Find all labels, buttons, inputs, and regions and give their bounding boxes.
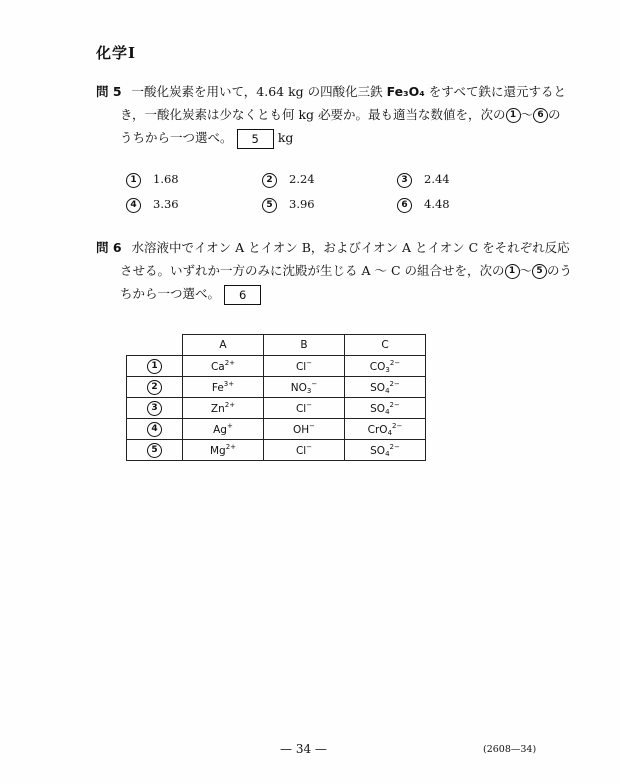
q5-text-line2a: き，一酸化炭素は少なくとも何 kg 必要か。最も適当な数値を，次の [120, 107, 506, 122]
option-6[interactable] [397, 197, 450, 213]
ion-a-cell: $Fe^{3+}$ [183, 377, 264, 398]
q5-text-line1b: をすべて鉄に還元すると [424, 84, 566, 99]
option-value: 3.96 [289, 197, 315, 211]
ion-a-cell: $Ca^{2+}$ [183, 356, 264, 377]
option-number: 4 [126, 198, 141, 213]
option-value: 3.36 [153, 197, 179, 211]
range-end-marker: 5 [532, 264, 547, 279]
choice-number: 4 [147, 422, 162, 437]
row-number [127, 419, 183, 440]
row-number [127, 440, 183, 461]
option-1[interactable] [126, 172, 179, 188]
option-2[interactable] [262, 172, 315, 188]
range-start-marker: 1 [505, 264, 520, 279]
ion-a-cell: $Mg^{2+}$ [183, 440, 264, 461]
ion-b-cell: OH− [264, 419, 345, 440]
answer-box-6[interactable]: 6 [224, 285, 261, 305]
option-number: 6 [397, 198, 412, 213]
table-corner [127, 335, 183, 356]
choice-number: 5 [147, 443, 162, 458]
q5-formula: Fe₃O₄ [386, 84, 425, 99]
question-5-label: 問 5 [96, 84, 122, 99]
ion-b-cell: Cl− [264, 356, 345, 377]
table-row[interactable] [127, 377, 426, 398]
ion-b-cell: Cl− [264, 398, 345, 419]
ion-c-cell: CrO$_4^{2-}$ [345, 419, 426, 440]
range-end-marker: 6 [533, 108, 548, 123]
row-number [127, 398, 183, 419]
document-code: (2608—34) [483, 744, 537, 755]
ion-table [126, 334, 426, 461]
option-value: 2.24 [289, 172, 315, 186]
question-6 [96, 236, 573, 305]
table-row[interactable] [127, 398, 426, 419]
option-number: 2 [262, 173, 277, 188]
q6-text-line2b: のう [547, 263, 573, 278]
q6-text-line1: 水溶液中でイオン A とイオン B，およびイオン A とイオン C をそれぞれ反応 [131, 240, 570, 255]
q5-text-line3: うちから一つ選べ。 [120, 130, 233, 145]
option-5[interactable] [262, 197, 315, 213]
column-header-b: B [264, 335, 345, 356]
section-heading: 化学Ⅰ [96, 44, 137, 62]
ion-c-cell: $SO_4^{2-}$ [345, 377, 426, 398]
ion-c-cell: $SO_4^{2-}$ [345, 398, 426, 419]
column-header-c: C [345, 335, 426, 356]
option-value: 1.68 [153, 172, 179, 186]
option-number: 1 [126, 173, 141, 188]
answer-box-5[interactable]: 5 [237, 129, 274, 149]
range-separator: 〜 [519, 263, 533, 278]
column-header-a: A [183, 335, 264, 356]
option-4[interactable] [126, 197, 179, 213]
question-6-label: 問 6 [96, 240, 122, 255]
ion-c-cell: $CO_3^{2-}$ [345, 356, 426, 377]
ion-b-cell: Cl− [264, 440, 345, 461]
q6-text-line2a: させる。いずれか一方のみに沈殿が生じる A 〜 C の組合せを，次の [120, 263, 505, 278]
ion-c-cell: $SO_4^{2-}$ [345, 440, 426, 461]
q6-text-line3: ちから一つ選べ。 [120, 286, 221, 301]
table-row[interactable] [127, 356, 426, 377]
option-number: 5 [262, 198, 277, 213]
row-number [127, 377, 183, 398]
table-row[interactable] [127, 440, 426, 461]
question-5 [96, 80, 566, 149]
range-separator: 〜 [520, 107, 534, 122]
q5-text-line2b: の [548, 107, 561, 122]
page-number: — 34 — [280, 742, 327, 756]
range-start-marker: 1 [506, 108, 521, 123]
table-row[interactable] [127, 419, 426, 440]
choice-number: 3 [147, 401, 162, 416]
q5-text-line1a: 一酸化炭素を用いて，4.64 kg の四酸化三鉄 [131, 84, 387, 99]
ion-a-cell: Ag+ [183, 419, 264, 440]
option-3[interactable] [397, 172, 450, 188]
unit-label: kg [277, 130, 294, 145]
option-number: 3 [397, 173, 412, 188]
option-value: 4.48 [424, 197, 450, 211]
choice-number: 2 [147, 380, 162, 395]
option-value: 2.44 [424, 172, 450, 186]
ion-b-cell: $NO_3^-$ [264, 377, 345, 398]
table-header-row [127, 335, 426, 356]
ion-a-cell: $Zn^{2+}$ [183, 398, 264, 419]
choice-number: 1 [147, 359, 162, 374]
row-number [127, 356, 183, 377]
